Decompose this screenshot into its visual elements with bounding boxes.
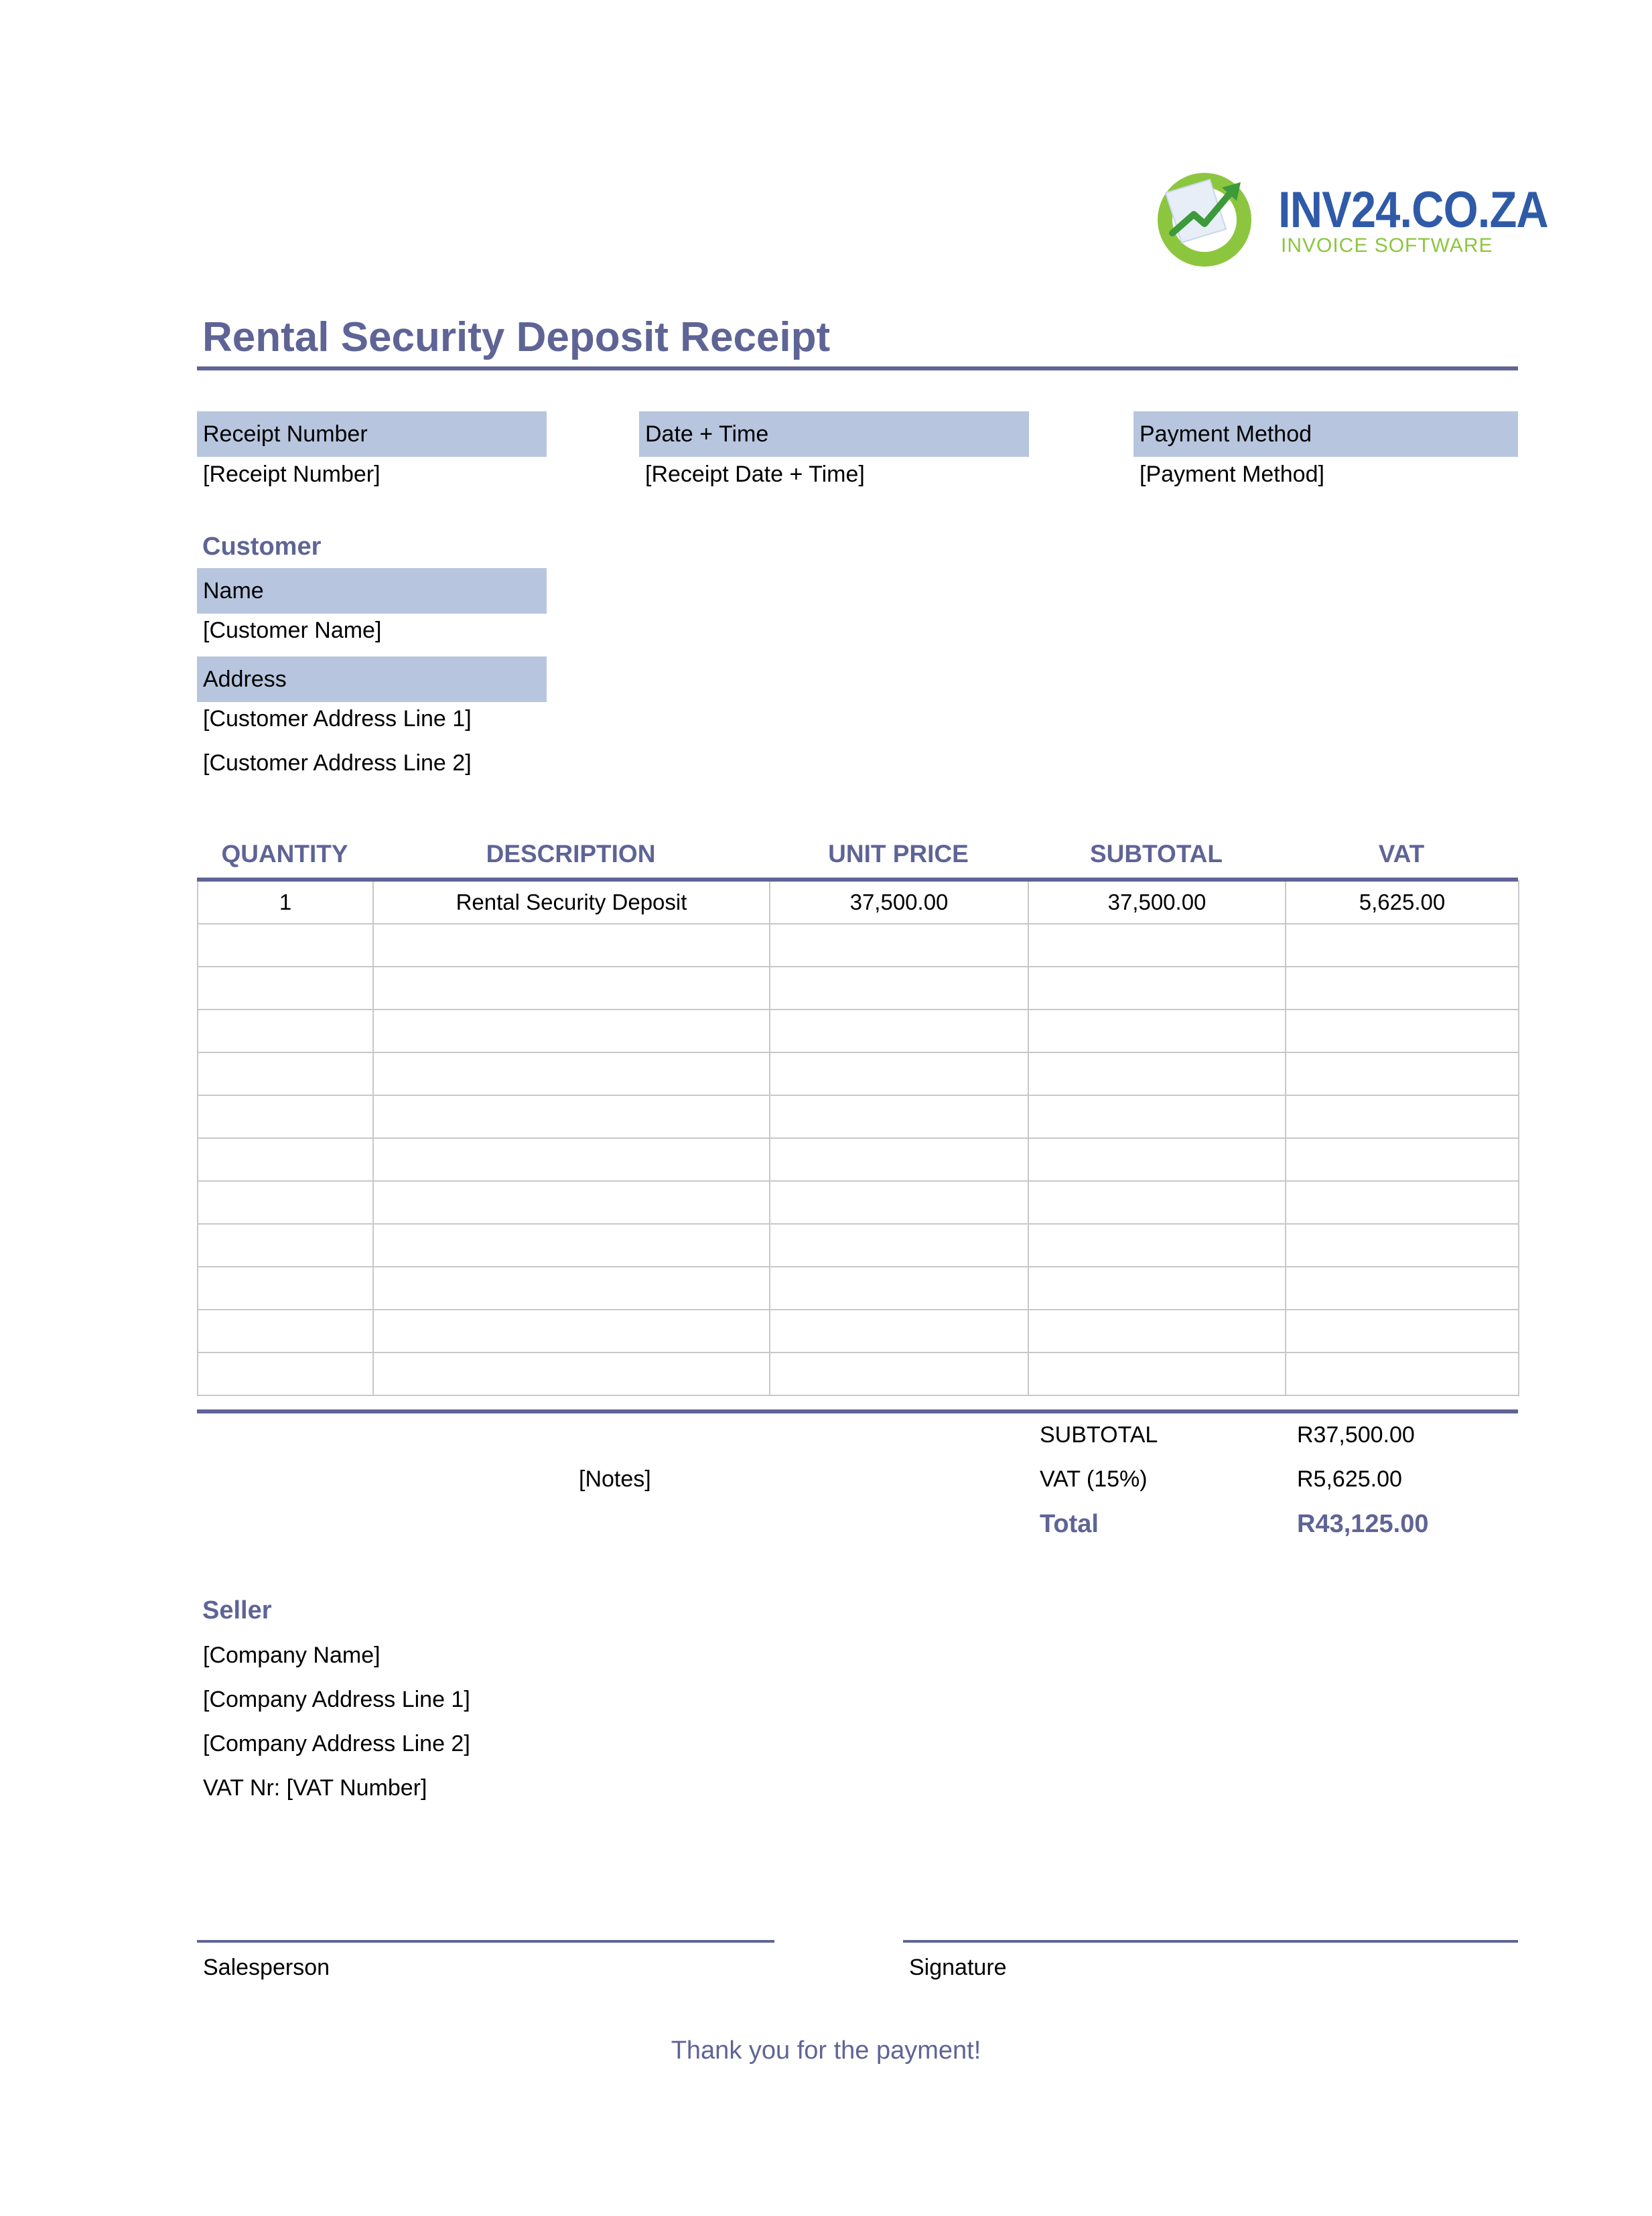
cell-description xyxy=(373,1310,770,1353)
cell-description xyxy=(373,1267,770,1310)
table-row xyxy=(198,1095,1519,1138)
cell-vat xyxy=(1286,1224,1519,1267)
table-row xyxy=(198,1353,1519,1395)
date-time-label: Date + Time xyxy=(639,411,1029,457)
table-row xyxy=(198,881,1519,924)
summary-total-value: R43,125.00 xyxy=(1297,1510,1429,1538)
summary-subtotal-value: R37,500.00 xyxy=(1297,1422,1415,1448)
payment-method-label: Payment Method xyxy=(1133,411,1518,457)
cell-vat xyxy=(1286,924,1519,967)
items-bottom-divider xyxy=(197,1409,1518,1413)
customer-heading: Customer xyxy=(202,533,322,561)
column-header-subtotal: SUBTOTAL xyxy=(1089,840,1223,868)
items-table xyxy=(197,880,1519,1396)
cell-description xyxy=(373,1010,770,1052)
thank-you-message: Thank you for the payment! xyxy=(671,2036,981,2065)
cell-quantity xyxy=(198,967,373,1010)
customer-name-label: Name xyxy=(197,568,547,614)
seller-vat-number: VAT Nr: [VAT Number] xyxy=(203,1775,427,1801)
summary-subtotal-label: SUBTOTAL xyxy=(1040,1422,1158,1448)
cell-description xyxy=(373,924,770,967)
cell-description: Rental Security Deposit xyxy=(373,881,770,924)
summary-vat-value: R5,625.00 xyxy=(1297,1466,1402,1492)
table-row xyxy=(198,1010,1519,1052)
cell-subtotal xyxy=(1028,1353,1286,1395)
cell-unit-price xyxy=(770,1010,1028,1052)
cell-vat xyxy=(1286,1310,1519,1353)
cell-quantity xyxy=(198,1010,373,1052)
cell-unit-price xyxy=(770,1353,1028,1395)
cell-quantity xyxy=(198,1224,373,1267)
table-row xyxy=(198,1052,1519,1095)
cell-subtotal xyxy=(1028,924,1286,967)
cell-description xyxy=(373,1181,770,1224)
notes-text: [Notes] xyxy=(579,1466,651,1492)
cell-subtotal xyxy=(1028,1138,1286,1181)
salesperson-signature-line xyxy=(197,1940,774,1943)
cell-unit-price xyxy=(770,924,1028,967)
invoice-arrow-logo-icon xyxy=(1152,167,1259,268)
cell-quantity xyxy=(198,1310,373,1353)
table-row xyxy=(198,1181,1519,1224)
salesperson-label: Salesperson xyxy=(203,1955,330,1980)
cell-vat xyxy=(1286,1138,1519,1181)
cell-description xyxy=(373,1353,770,1395)
cell-quantity: 1 xyxy=(198,881,373,924)
logo-wordmark: INV24.CO.ZA xyxy=(1278,182,1548,238)
cell-quantity xyxy=(198,924,373,967)
cell-description xyxy=(373,967,770,1010)
cell-vat xyxy=(1286,1267,1519,1310)
cell-subtotal xyxy=(1028,1267,1286,1310)
cell-quantity xyxy=(198,1353,373,1395)
cell-unit-price xyxy=(770,1310,1028,1353)
receipt-number-label: Receipt Number xyxy=(197,411,547,457)
cell-vat xyxy=(1286,1010,1519,1052)
cell-quantity xyxy=(198,1138,373,1181)
cell-vat xyxy=(1286,967,1519,1010)
cell-description xyxy=(373,1224,770,1267)
table-row xyxy=(198,1224,1519,1267)
column-header-vat: VAT xyxy=(1378,840,1425,868)
column-header-quantity: QUANTITY xyxy=(221,840,348,868)
document-title: Rental Security Deposit Receipt xyxy=(202,314,831,360)
date-time-value: [Receipt Date + Time] xyxy=(645,462,865,487)
cell-quantity xyxy=(198,1095,373,1138)
customer-address-line1: [Customer Address Line 1] xyxy=(203,706,472,732)
cell-vat xyxy=(1286,1353,1519,1395)
cell-subtotal xyxy=(1028,1224,1286,1267)
payment-method-value: [Payment Method] xyxy=(1140,462,1324,487)
table-row xyxy=(198,1138,1519,1181)
cell-description xyxy=(373,1138,770,1181)
cell-subtotal xyxy=(1028,967,1286,1010)
logo-tagline: INVOICE SOFTWARE xyxy=(1281,234,1493,257)
table-row xyxy=(198,1267,1519,1310)
cell-subtotal xyxy=(1028,1052,1286,1095)
seller-company-name: [Company Name] xyxy=(203,1643,381,1668)
table-row xyxy=(198,1310,1519,1353)
cell-unit-price xyxy=(770,1181,1028,1224)
signature-label: Signature xyxy=(909,1955,1007,1980)
summary-total-label: Total xyxy=(1040,1510,1099,1538)
column-header-unit-price: UNIT PRICE xyxy=(828,840,969,868)
cell-unit-price xyxy=(770,967,1028,1010)
cell-vat xyxy=(1286,1052,1519,1095)
items-table-body xyxy=(198,881,1519,1395)
seller-address-line2: [Company Address Line 2] xyxy=(203,1731,470,1756)
column-header-description: DESCRIPTION xyxy=(486,840,656,868)
cell-vat: 5,625.00 xyxy=(1286,881,1519,924)
customer-address-label: Address xyxy=(197,656,547,702)
signature-line xyxy=(903,1940,1518,1943)
cell-subtotal xyxy=(1028,1095,1286,1138)
cell-unit-price xyxy=(770,1052,1028,1095)
cell-unit-price xyxy=(770,1224,1028,1267)
cell-vat xyxy=(1286,1181,1519,1224)
items-top-divider xyxy=(197,878,1518,882)
cell-quantity xyxy=(198,1052,373,1095)
company-logo xyxy=(1152,167,1548,268)
title-divider xyxy=(197,366,1518,370)
cell-subtotal: 37,500.00 xyxy=(1028,881,1286,924)
cell-vat xyxy=(1286,1095,1519,1138)
seller-address-line1: [Company Address Line 1] xyxy=(203,1687,470,1712)
cell-subtotal xyxy=(1028,1181,1286,1224)
receipt-number-value: [Receipt Number] xyxy=(203,462,381,487)
cell-subtotal xyxy=(1028,1010,1286,1052)
cell-unit-price xyxy=(770,1267,1028,1310)
cell-description xyxy=(373,1095,770,1138)
cell-description xyxy=(373,1052,770,1095)
cell-quantity xyxy=(198,1181,373,1224)
customer-address-line2: [Customer Address Line 2] xyxy=(203,750,472,776)
cell-unit-price xyxy=(770,1138,1028,1181)
table-row xyxy=(198,967,1519,1010)
summary-vat-label: VAT (15%) xyxy=(1040,1466,1148,1492)
cell-subtotal xyxy=(1028,1310,1286,1353)
seller-heading: Seller xyxy=(202,1596,272,1624)
table-row xyxy=(198,924,1519,967)
cell-unit-price: 37,500.00 xyxy=(770,881,1028,924)
customer-name-value: [Customer Name] xyxy=(203,618,382,643)
cell-unit-price xyxy=(770,1095,1028,1138)
cell-quantity xyxy=(198,1267,373,1310)
